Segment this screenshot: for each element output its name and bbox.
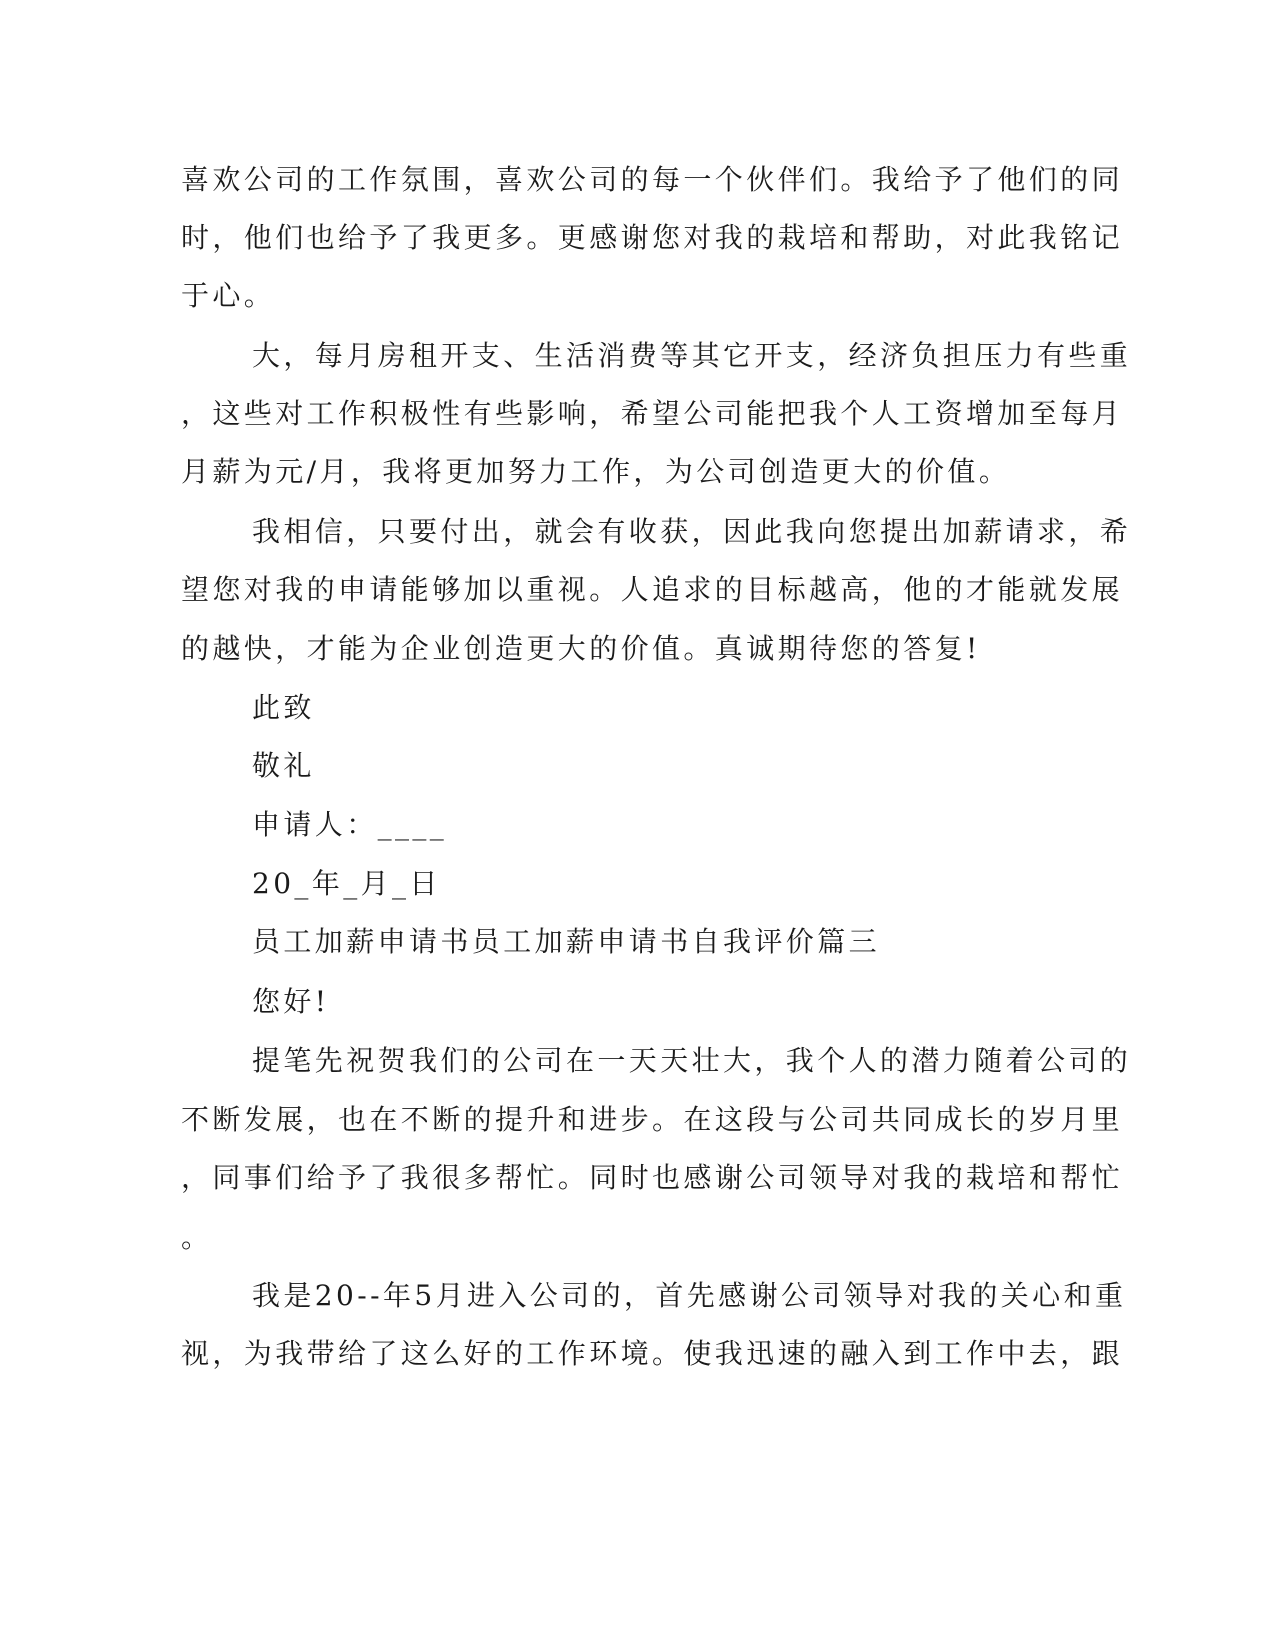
greeting-line: 您好! bbox=[252, 985, 330, 1018]
text-line: 月薪为元/月，我将更加努力工作，为公司创造更大的价值。 bbox=[181, 455, 1011, 488]
text-line: 视，为我带给了这么好的工作环境。使我迅速的融入到工作中去，跟 bbox=[181, 1337, 1124, 1370]
text-line: 的越快，才能为企业创造更大的价值。真诚期待您的答复! bbox=[181, 632, 981, 665]
text-line: 于心。 bbox=[181, 279, 276, 312]
salutation-line: 此致 bbox=[252, 691, 315, 724]
text-line: 。 bbox=[181, 1221, 213, 1254]
text-line: 时，他们也给予了我更多。更感谢您对我的栽培和帮助，对此我铭记 bbox=[181, 221, 1124, 254]
text-line: ，同事们给予了我很多帮忙。同时也感谢公司领导对我的栽培和帮忙 bbox=[181, 1161, 1124, 1194]
date-line: 20_年_月_日 bbox=[252, 867, 441, 900]
text-line: 提笔先祝贺我们的公司在一天天壮大，我个人的潜力随着公司的 bbox=[252, 1044, 1132, 1077]
text-line: 我是20--年5月进入公司的，首先感谢公司领导对我的关心和重 bbox=[252, 1279, 1127, 1312]
text-line: 大，每月房租开支、生活消费等其它开支，经济负担压力有些重 bbox=[252, 339, 1132, 372]
text-line: ，这些对工作积极性有些影响，希望公司能把我个人工资增加至每月 bbox=[181, 397, 1124, 430]
text-line: 我相信，只要付出，就会有收获，因此我向您提出加薪请求，希 bbox=[252, 515, 1132, 548]
text-line: 望您对我的申请能够加以重视。人追求的目标越高，他的才能就发展 bbox=[181, 573, 1124, 606]
text-line: 喜欢公司的工作氛围，喜欢公司的每一个伙伴们。我给予了他们的同 bbox=[181, 163, 1124, 196]
salutation-line: 敬礼 bbox=[252, 749, 315, 782]
applicant-line: 申请人：____ bbox=[252, 808, 448, 841]
text-line: 不断发展，也在不断的提升和进步。在这段与公司共同成长的岁月里 bbox=[181, 1103, 1124, 1136]
section-heading: 员工加薪申请书员工加薪申请书自我评价篇三 bbox=[252, 925, 881, 958]
